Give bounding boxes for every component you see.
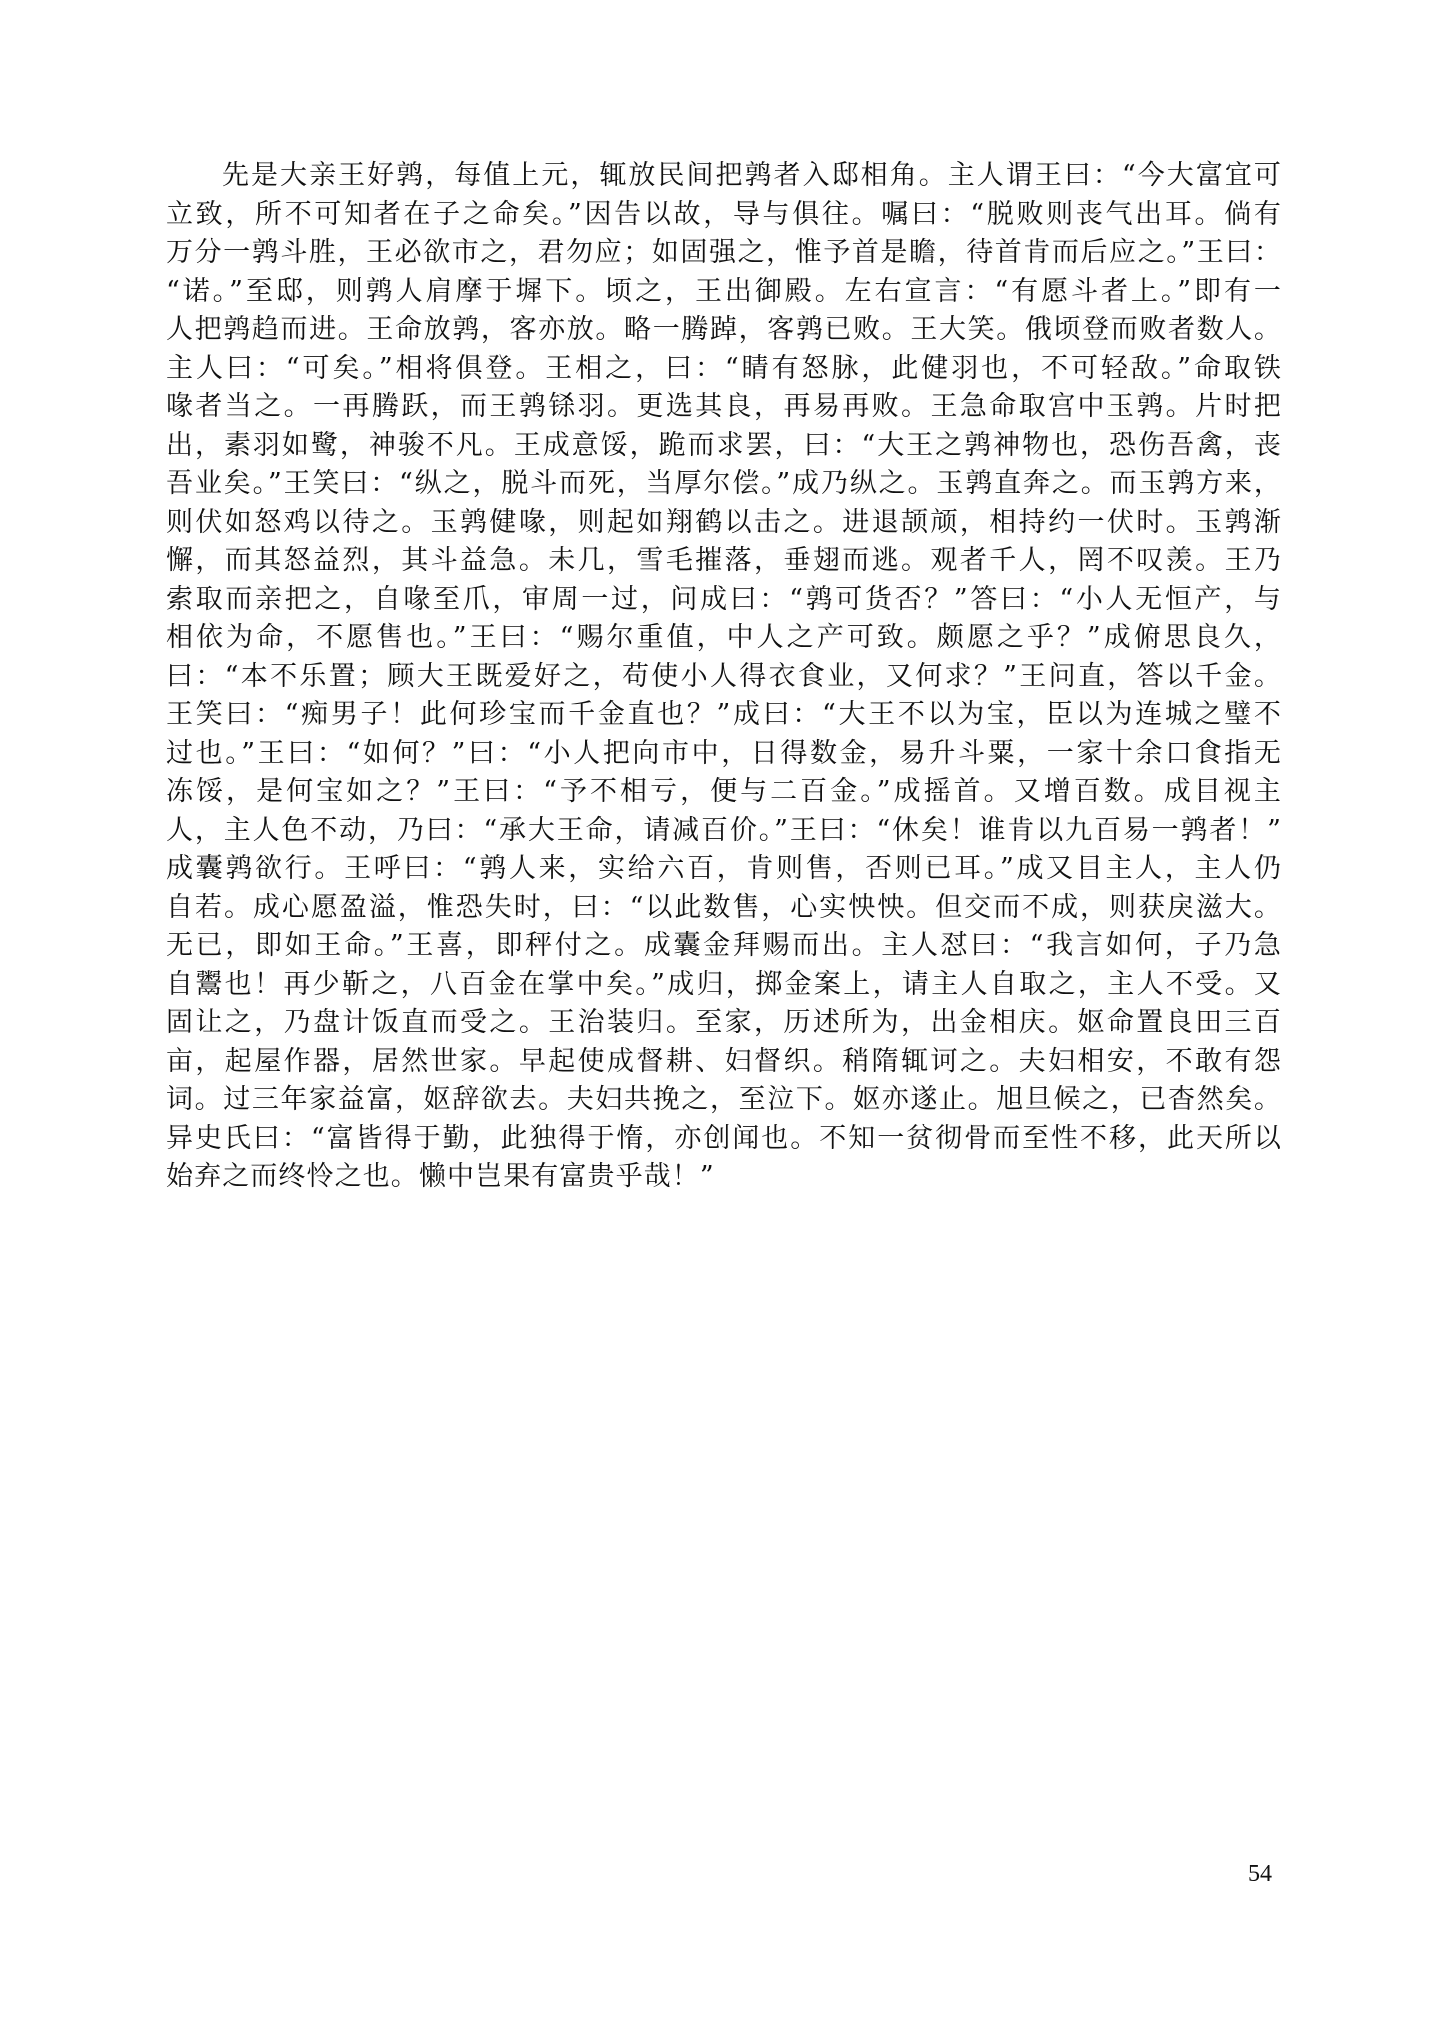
text-line: 人把鹑趋而进。王命放鹑，客亦放。略一腾踔，客鹑已败。王大笑。俄顷登而败者数人。	[166, 314, 1282, 345]
text-line: 主人曰：“可矣。”相将俱登。王相之，曰：“睛有怒脉，此健羽也，不可轻敌。”命取铁	[166, 352, 1282, 384]
text-line: 自若。成心愿盈溢，惟恐失时，曰：“以此数售，心实怏怏。但交而不成，则获戾滋大。	[166, 891, 1282, 923]
text-line: 先是大亲王好鹑，每值上元，辄放民间把鹑者入邸相角。主人谓王曰：“今大富宜可	[222, 160, 1282, 191]
text-line: 吾业矣。”王笑曰：“纵之，脱斗而死，当厚尔偿。”成乃纵之。玉鹑直奔之。而玉鹑方来，	[166, 468, 1282, 499]
text-line: 万分一鹑斗胜，王必欲市之，君勿应；如固强之，惟予首是瞻，待首肯而后应之。”王曰：	[166, 237, 1282, 268]
text-line: 相依为命，不愿售也。”王曰：“赐尔重值，中人之产可致。颇愿之乎？”成俯思良久，	[166, 622, 1282, 653]
text-line: 词。过三年家益富，妪辞欲去。夫妇共挽之，至泣下。妪亦遂止。旭旦候之，已杳然矣。	[166, 1084, 1282, 1115]
text-line: 则伏如怒鸡以待之。玉鹑健喙，则起如翔鹤以击之。进退颉颃，相持约一伏时。玉鹑渐	[166, 506, 1282, 538]
text-line: 懈，而其怒益烈，其斗益急。未几，雪毛摧落，垂翅而逃。观者千人，罔不叹羡。王乃	[166, 545, 1282, 576]
text-line: 异史氏曰：“富皆得于勤，此独得于惰，亦创闻也。不知一贫彻骨而至性不移，此天所以	[166, 1122, 1282, 1154]
text-line: 人，主人色不动，乃曰：“承大王命，请减百价。”王曰：“休矣！谁肯以九百易一鹑者！”	[166, 814, 1282, 846]
text-line: 喙者当之。一再腾跃，而王鹑铩羽。更选其良，再易再败。王急命取宫中玉鹑。片时把	[166, 391, 1282, 422]
body-text	[166, 157, 1282, 1197]
text-line: 曰：“本不乐置；顾大王既爱好之，苟使小人得衣食业，又何求？”王问直，答以千金。	[166, 660, 1282, 692]
text-line: 自鬻也！再少靳之，八百金在掌中矣。”成归，掷金案上，请主人自取之，主人不受。又	[166, 968, 1282, 1000]
text-line: 固让之，乃盘计饭直而受之。王治装归。至家，历述所为，出金相庆。妪命置良田三百	[166, 1007, 1282, 1038]
text-line: 索取而亲把之，自喙至爪，审周一过，问成曰：“鹑可货否？”答曰：“小人无恒产，与	[166, 583, 1282, 615]
text-line: 无已，即如王命。”王喜，即秤付之。成囊金拜赐而出。主人怼曰：“我言如何，子乃急	[166, 930, 1282, 961]
text-line: 成囊鹑欲行。王呼曰：“鹑人来，实给六百，肯则售，否则已耳。”成又目主人，主人仍	[166, 853, 1282, 884]
text-line: 冻馁，是何宝如之？”王曰：“予不相亏，便与二百金。”成摇首。又增百数。成目视主	[166, 776, 1282, 807]
text-line: “诺。”至邸，则鹑人肩摩于墀下。顷之，王出御殿。左右宣言：“有愿斗者上。”即有一	[166, 275, 1282, 307]
text-line: 王笑曰：“痴男子！此何珍宝而千金直也？”成曰：“大王不以为宝，臣以为连城之璧不	[166, 699, 1282, 730]
text-line: 过也。”王曰：“如何？”曰：“小人把向市中，日得数金，易升斗粟，一家十余口食指无	[166, 737, 1282, 769]
text-line: 始弃之而终怜之也。懒中岂果有富贵乎哉！”	[166, 1161, 715, 1192]
page-number: 54	[1248, 1861, 1272, 1887]
text-line: 立致，所不可知者在子之命矣。”因告以故，导与俱往。嘱曰：“脱败则丧气出耳。倘有	[166, 198, 1282, 230]
text-line: 出，素羽如鹭，神骏不凡。王成意馁，跪而求罢，曰：“大王之鹑神物也，恐伤吾禽，丧	[166, 429, 1282, 461]
text-line: 亩，起屋作器，居然世家。早起使成督耕、妇督织。稍隋辄诃之。夫妇相安，不敢有怨	[166, 1045, 1282, 1077]
